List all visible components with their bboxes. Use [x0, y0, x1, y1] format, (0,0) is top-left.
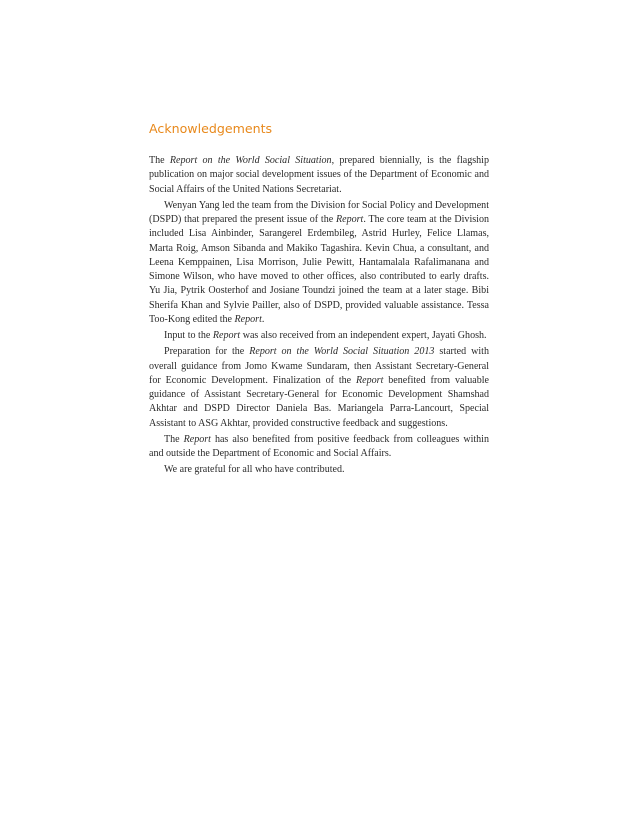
paragraph [149, 463, 489, 477]
body-text [149, 154, 489, 478]
text-run: Input to the [164, 330, 213, 341]
italic-text-run: Report on the World Social Situation [169, 155, 332, 166]
italic-text-run: Report [356, 374, 384, 386]
text-run: . The core team at the Division included Lisa Ainbinder, Sarangerel Erdembileg, Astrid Hurley, Felice Llamas, Marta Roig, Amson Sibanda and Makiko Tagashira. Kevin Chua, a consultant, and Leena Kemppainen, Lisa Morrison, Julie Pewitt, Hantamalala Rafalimanana and Simone Wilson, who have moved to other offices, also contributed to early drafts. Yu Jia, Pytrik Oosterhof and Josiane Toundzi joined the team at a later stage. Bibi Sherifa Khan and Sylvie Pailler, also of DSPD, provided valuable assistance. Tessa Too-Kong edited the [149, 214, 489, 325]
section-heading: Acknowledgements [149, 121, 273, 136]
paragraph [149, 345, 489, 431]
paragraph [149, 329, 489, 343]
italic-text-run: Report [234, 313, 262, 325]
text-run: Preparation for the [164, 346, 250, 358]
text-run: The [164, 433, 184, 445]
text-run: Wenyan Yang led the team from the Division for Social Policy and Development (DSPD) that prepared the present issue of the [149, 199, 489, 225]
text-run: has also benefited from positive feedback from colleagues within and outside the Department of Economic and Social Affairs. [149, 433, 489, 459]
text-run: The [149, 155, 170, 166]
paragraph [149, 199, 489, 327]
text-run: started with overall guidance from Jomo Kwame Sundaram, then Assistant Secretary-General for Economic Development. Finalization of the [149, 346, 489, 386]
paragraph [149, 154, 489, 197]
text-run: benefited from valuable guidance of Assistant Secretary-General for Economic Development Shamshad Akhtar and DSPD Director Daniela Bas. Mariangela Parra-Lancourt, Special Assistant to ASG Akhtar, provided constructive feedback and suggestions. [149, 374, 489, 429]
italic-text-run: Report on the World Social Situation 2013 [249, 346, 435, 358]
italic-text-run: Report [335, 214, 364, 225]
text-run: was also received from an independent expert, Jayati Ghosh. [240, 330, 487, 341]
acknowledgements-section [149, 121, 489, 480]
paragraph [149, 433, 489, 462]
text-run: We are grateful for all who have contributed. [164, 464, 345, 476]
text-run: , prepared biennially, is the flagship publication on major social development issues of the Department of Economic and Social Affairs of the United Nations Secretariat. [149, 155, 489, 195]
text-run: . [261, 313, 265, 325]
italic-text-run: Report [183, 433, 211, 445]
italic-text-run: Report [212, 330, 241, 341]
